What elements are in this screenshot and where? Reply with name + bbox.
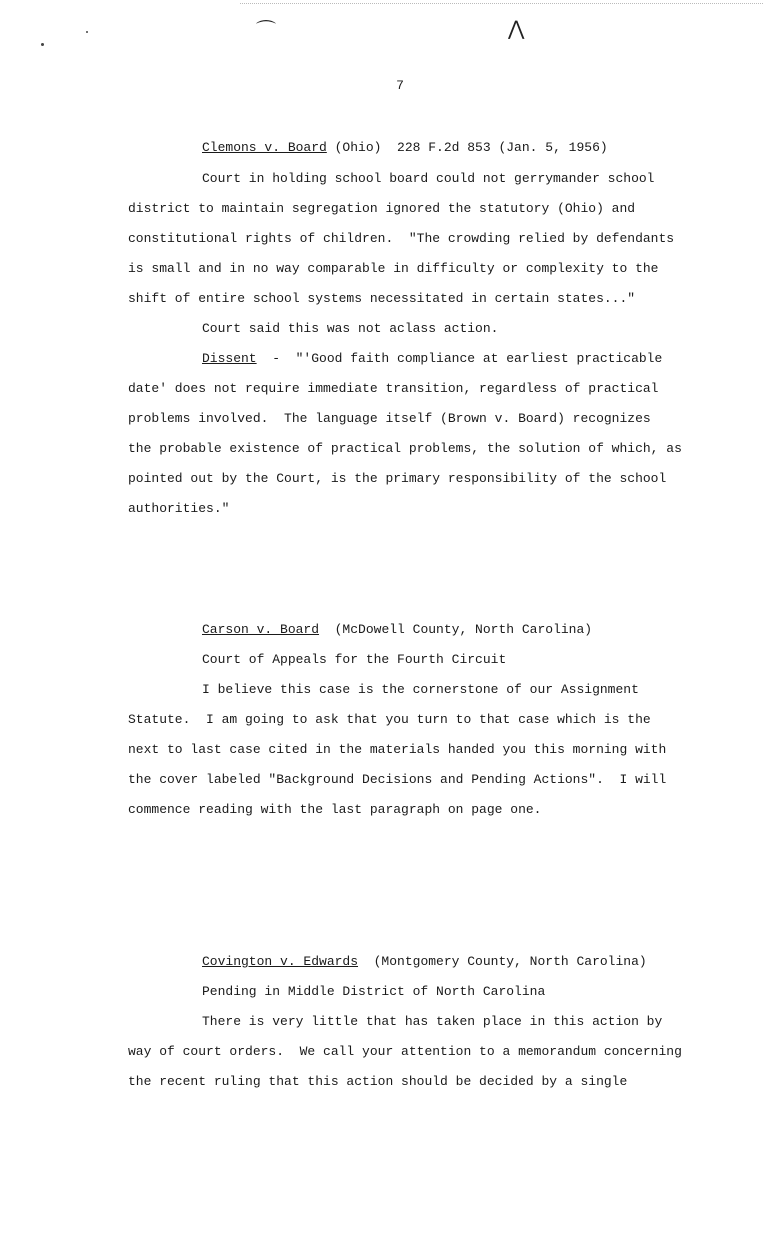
text-line: I believe this case is the cornerstone of our Assignment xyxy=(202,682,639,697)
text-line: the recent ruling that this action should be decided by a single xyxy=(128,1074,628,1089)
text-line: Court in holding school board could not gerrymander school xyxy=(202,171,655,186)
text-line: the probable existence of practical problems, the solution of which, as xyxy=(128,441,682,456)
dissent-text: - "'Good faith compliance at earliest practicable xyxy=(256,351,663,366)
case-citation: (Montgomery County, North Carolina) xyxy=(358,954,647,969)
text-line: Pending in Middle District of North Carolina xyxy=(202,984,546,999)
text-line: is small and in no way comparable in difficulty or complexity to the xyxy=(128,261,659,276)
corner-mark-right: ⋀ xyxy=(508,16,525,40)
text-line: date' does not require immediate transition, regardless of practical xyxy=(128,381,659,396)
case-title: Carson v. Board xyxy=(202,622,320,637)
text-line: next to last case cited in the materials handed you this morning with xyxy=(128,742,667,757)
case-citation: (Ohio) 228 F.2d 853 (Jan. 5, 1956) xyxy=(326,140,608,155)
page-number: 7 xyxy=(396,78,404,93)
text-line: shift of entire school systems necessitated in certain states..." xyxy=(128,291,636,306)
text-line: authorities." xyxy=(128,501,230,516)
text-line: constitutional rights of children. "The crowding relied by defendants xyxy=(128,231,675,246)
text-line: problems involved. The language itself (Brown v. Board) recognizes xyxy=(128,411,651,426)
text-line: the cover labeled "Background Decisions and Pending Actions". I will xyxy=(128,772,667,787)
dissent-line xyxy=(202,351,662,366)
text-line: commence reading with the last paragraph on page one. xyxy=(128,802,542,817)
text-line: There is very little that has taken place in this action by xyxy=(202,1014,663,1029)
scan-speck xyxy=(86,31,88,33)
page-top-edge xyxy=(240,3,763,4)
text-line: way of court orders. We call your attention to a memorandum concerning xyxy=(128,1044,682,1059)
case-heading xyxy=(202,622,592,637)
text-line: pointed out by the Court, is the primary responsibility of the school xyxy=(128,471,667,486)
text-line: Statute. I am going to ask that you turn to that case which is the xyxy=(128,712,651,727)
text-line: Court said this was not aclass action. xyxy=(202,321,499,336)
text-line: district to maintain segregation ignored the statutory (Ohio) and xyxy=(128,201,636,216)
case-heading xyxy=(202,954,647,969)
case-citation: (McDowell County, North Carolina) xyxy=(319,622,593,637)
corner-mark-left: ⌒ xyxy=(256,18,276,42)
case-title: Covington v. Edwards xyxy=(202,954,359,969)
dissent-label: Dissent xyxy=(202,351,257,366)
scan-speck xyxy=(41,43,44,46)
case-heading xyxy=(202,140,608,155)
case-title: Clemons v. Board xyxy=(202,140,327,155)
text-line: Court of Appeals for the Fourth Circuit xyxy=(202,652,507,667)
